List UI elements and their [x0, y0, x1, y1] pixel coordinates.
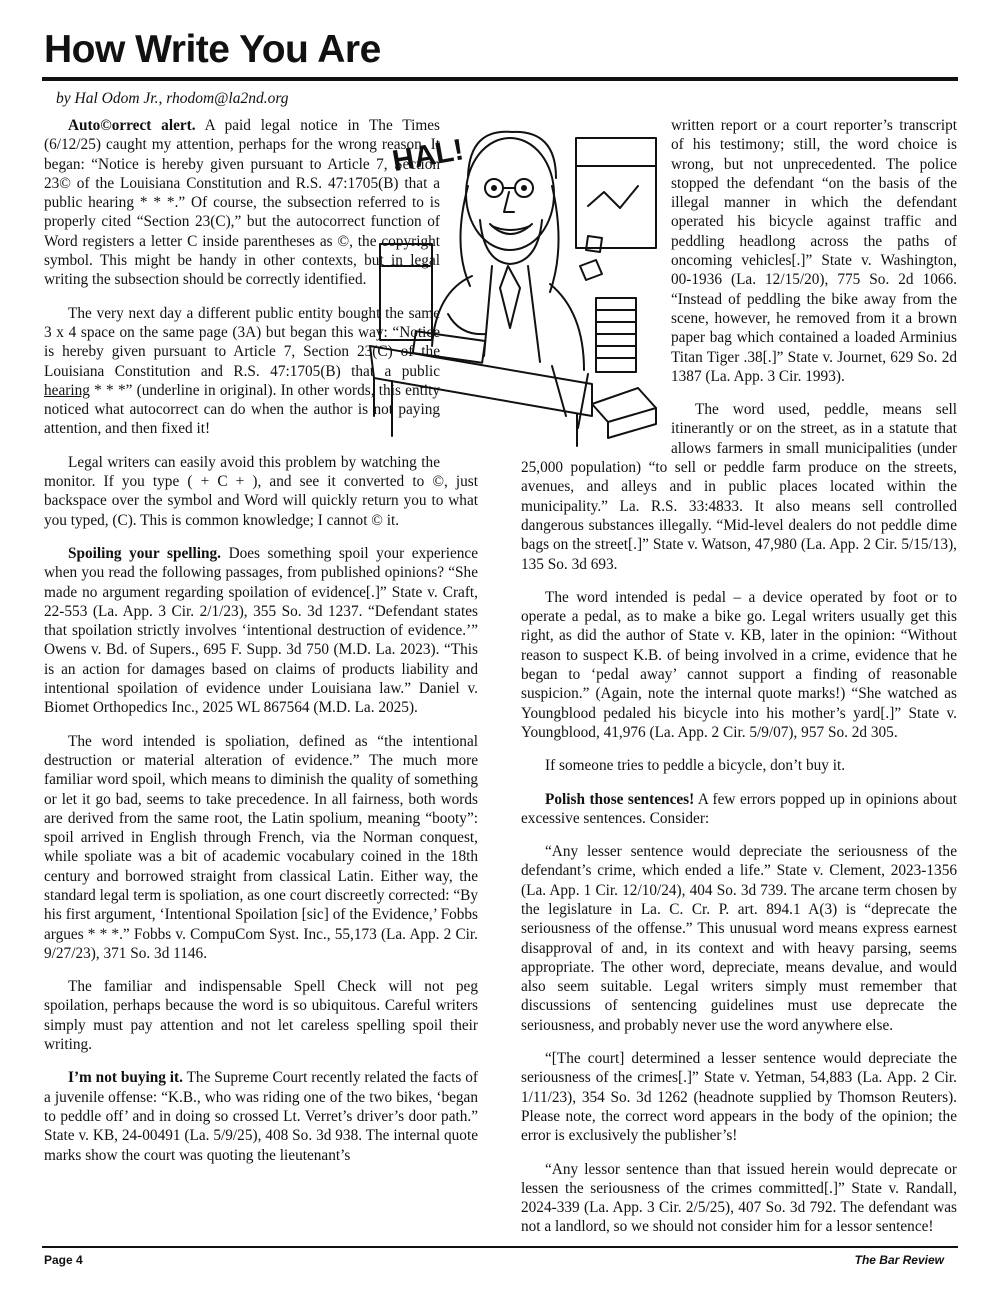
paragraph-text: A paid legal notice in The Times (6/12/25) caught my attention, perhaps for the wrong reason. It began: “Notice is hereby given pursuant to Article 7, Section 23© of the Louisiana Constitution and R.S. 47:1705(B) that a public hearing * * *.” Of course, the subsection referred to is properly cited “Section 23(C),” but the autocorrect function of Word registers a letter C inside parentheses as ©, the copyright symbol. This might be handy in other contexts, but in legal writing the subsection should be correctly identified. [44, 117, 440, 289]
paragraph: “Any lesser sentence would depreciate the seriousness of the defendant’s crime, which ended a life.” State v. Clement, 2023-1356 (La. App. 1 Cir. 12/10/24), 404 So. 3d 739. The arcane term chosen by the legislature in La. C. Cr. P. art. 894.1 A(3) is “deprecate the seriousness of the offense.” This unusual word means express earnest disapproval of and, in its context and with heavy parsing, seems appropriate. The other word, depreciate, means devalue, and would also seem suitable. Legal writers simply must remember that discussions of sentencing guidelines must use deprecate the seriousness, and probably never use the word anywhere else. [521, 843, 957, 1034]
footer-rule [42, 1246, 958, 1248]
paragraph [44, 1068, 478, 1164]
page-number: Page 4 [44, 1253, 83, 1267]
paragraph: “[The court] determined a lesser sentence would depreciate the seriousness of the crimes[.]” State v. Yetman, 54,883 (La. App. 2 Cir. 1/11/23), 354 So. 3d 1262 (headnote supplied by Thomson Reuters). Please note, the correct word appears in the body of the opinion; the error is exclusively the publisher’s! [521, 1050, 957, 1145]
paragraph-text: Does something spoil your experience when you read the following passages, from published opinions? “She made no argument regarding spoilation of evidence[.]” State v. Craft, 22-553 (La. App. 3 Cir. 2/1/23), 355 So. 3d 1237. “Defendant states that spoilation strictly involves ‘intentional destruction of evidence.’” Owens v. Bd. of Supers., 695 F. Supp. 3d 750 (M.D. La. 2023). “This is an action for damages based on claims of products liability and intentional spoilation of evidence under Louisiana law.” Daniel v. Biomet Orthopedics Inc., 2025 WL 867564 (M.D. La. 2025). [44, 544, 479, 717]
byline: by Hal Odom Jr., rhodom@la2nd.org [56, 90, 289, 107]
paragraph: Legal writers can easily avoid this problem by watching the monitor. If you type ( + C + ), and see it converted to ©, just backspace over the symbol and Word will quickly return you to what you typed, (C). This is common knowledge; I cannot © it. [44, 453, 478, 529]
paragraph-text: The very next day a different public entity bought the same 3 x 4 space on the same page (3A) but began this way: “Notice is hereby given pursuant to Article 7, Section 23(C) of the Louisiana Constitution and R.S. 47:1705(B) that a public [44, 304, 440, 380]
paragraph: The word intended is spoliation, defined as “the intentional destruction or material alteration of evidence.” The much more familiar word spoil, which means to diminish the quality of something or let it go bad, seems to take precedence. In all fairness, both words are derived from the same root, the Latin spolium, meaning “booty”: spoil arrived in English through French, via the Norman conquest, while spoliate was a bit of academic vocabulary coined in the 18th century and borrowed straight from classical Latin. Either way, the standard legal term is spoliation, as one court discreetly corrected: “By his first argument, ‘Intentional Spoilation [sic] of the Evidence,’ Fobbs argues * * *.” Fobbs v. CompuCom Syst. Inc., 55,173 (La. App. 2 Cir. 9/27/23), 371 So. 3d 1146. [44, 732, 478, 962]
title-rule [42, 77, 958, 81]
paragraph: written report or a court reporter’s transcript of his testimony; still, the word choice is wrong, but not unprecedented. The police stopped the defendant “on the basis of the illegal manner in which the defendant operated his bicycle against traffic and peddling headlong across the paths of oncoming vehicles[.]” State v. Washington, 00-1936 (La. 12/15/20), 775 So. 2d 1066. “Instead of peddling the bike away from the scene, however, he removed from it a brown paper bag which contained a loaded Arminius Titan Tiger .38[.]” State v. Journet, 629 So. 2d 1387 (La. App. 3 Cir. 1993). [671, 117, 957, 385]
paragraph-text: The Supreme Court recently related the facts of a juvenile offense: “K.B., who was riding one of the two bikes, ‘began to peddle off’ and in doing so crossed Lt. Verret’s driver’s door path.” State v. KB, 24-00491 (La. 5/9/25), 408 So. 3d 938. The internal quote marks show the court was quoting the lieutenant’s [44, 1069, 478, 1164]
article-title: How Write You Are [44, 28, 381, 71]
paragraph [44, 304, 478, 439]
section-lead: I’m not buying it. [68, 1069, 183, 1087]
paragraph [521, 790, 957, 829]
paragraph-text: A few errors popped up in opinions about excessive sentences. Consider: [521, 790, 958, 827]
paragraph: The word intended is pedal – a device operated by foot or to operate a pedal, as to make a bike go. Legal writers usually get this right, as did the author of State v. KB, later in the opinion: “Without reason to suspect K.B. of being involved in a crime, evidence that he began to ‘pedal away’ cannot support a finding of reasonable suspicion.” (Again, note the internal quote marks!) “She watched as Youngblood pedaled his bicycle into his mother’s yard[.]” State v. Youngblood, 41,976 (La. App. 2 Cir. 5/9/07), 957 So. 2d 305. [521, 588, 957, 741]
section-lead: Auto©orrect alert. [68, 117, 196, 134]
paragraph-text: * * *” (underline in original). In other words, this entity noticed what autocorrect can do when the author is not paying attention, and then fixed it! [44, 381, 441, 438]
paragraph: “Any lessor sentence than that issued herein would deprecate or lessen the seriousness of the crimes committed[.]” State v. Randall, 2024-339 (La. App. 3 Cir. 2/5/25), 407 So. 3d 792. The defendant was not a landlord, so we should not consider him for a lessor sentence! [521, 1160, 957, 1236]
underlined-word: hearing [44, 381, 90, 399]
paragraph: The word used, peddle, means sell itinerantly or on the street, as in a statute that allows farmers in small municipalities (under 25,000 population) “to sell or peddle farm produce on the streets, avenues, and alleys and in public places located within the municipality.” La. R.S. 33:4833. It also means sell controlled dangerous substances illegally. “Mid-level dealers do not peddle dime bags on the street[.]” State v. Watson, 47,980 (La. App. 2 Cir. 5/15/13), 135 So. 3d 693. [521, 401, 957, 573]
paragraph: The familiar and indispensable Spell Check will not peg spoilation, perhaps because the word is so ubiquitous. Careful writers simply must pay attention and not let careless spelling spoil their writing. [44, 978, 478, 1054]
right-column [521, 116, 957, 1242]
paragraph [44, 544, 478, 718]
paragraph: If someone tries to peddle a bicycle, don’t buy it. [545, 757, 846, 775]
paragraph [44, 116, 478, 290]
cartoon-caption: HAL! [389, 133, 467, 179]
section-lead: Polish those sentences! [545, 790, 695, 808]
left-column [44, 116, 478, 1242]
publication-name: The Bar Review [854, 1253, 944, 1267]
section-lead: Spoiling your spelling. [68, 544, 221, 562]
